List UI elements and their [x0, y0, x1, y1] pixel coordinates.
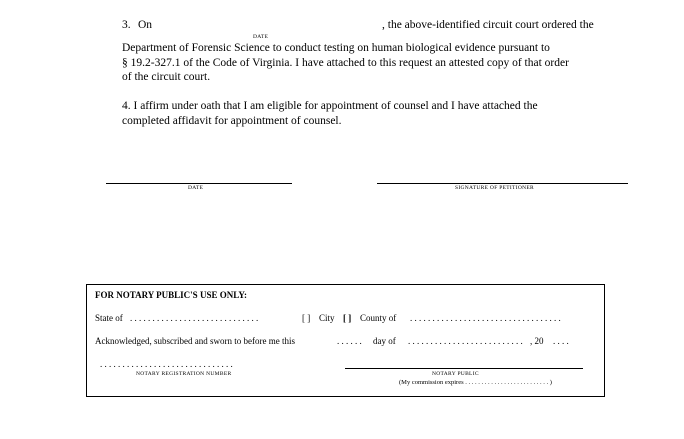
notary-public-label: NOTARY PUBLIC	[432, 371, 479, 377]
city-checkbox[interactable]: [ ]	[302, 313, 311, 323]
date-signature-line[interactable]	[106, 183, 292, 184]
day-of-label: day of	[373, 336, 396, 346]
notary-heading: FOR NOTARY PUBLIC'S USE ONLY:	[95, 290, 248, 300]
para3-date-label: DATE	[253, 34, 269, 40]
year-prefix: , 20	[530, 336, 544, 346]
state-of-label: State of	[95, 313, 123, 323]
para3-number: 3.	[122, 19, 131, 31]
year-field[interactable]: . . . .	[553, 336, 569, 346]
para3-line1-tail: , the above-identified circuit court ordered the	[382, 19, 594, 31]
para4-line2: completed affidavit for appointment of counsel.	[122, 115, 342, 127]
date-signature-label: DATE	[188, 185, 204, 191]
para3-line4: of the circuit court.	[122, 71, 211, 83]
month-field[interactable]: . . . . . . . . . . . . . . . . . . . . . . . . . .	[408, 336, 523, 346]
commission-expires[interactable]: (My commission expires . . . . . . . . . . . . . . . . . . . . . . . . . . )	[399, 379, 552, 386]
petitioner-signature-line[interactable]	[377, 183, 628, 184]
para3-line2: Department of Forensic Science to conduct testing on human biological evidence pursuant to	[122, 42, 550, 54]
registration-number-label: NOTARY REGISTRATION NUMBER	[136, 371, 232, 377]
county-of-label: County of	[360, 313, 397, 323]
notary-public-signature-line[interactable]	[345, 368, 583, 369]
para3-line3: § 19.2-327.1 of the Code of Virginia. I have attached to this request an attested copy of that order	[122, 57, 569, 69]
para4-line1: 4. I affirm under oath that I am eligible for appointment of counsel and I have attached the	[122, 100, 538, 112]
para3-on: On	[138, 19, 153, 31]
county-checkbox[interactable]: [ ]	[343, 313, 352, 323]
day-field[interactable]: . . . . . .	[337, 336, 362, 346]
acknowledged-text: Acknowledged, subscribed and sworn to before me this	[95, 336, 295, 346]
county-field[interactable]: . . . . . . . . . . . . . . . . . . . . . . . . . . . . . . . . . .	[410, 313, 561, 323]
state-field[interactable]: . . . . . . . . . . . . . . . . . . . . . . . . . . . . .	[130, 313, 259, 323]
city-label: City	[319, 313, 335, 323]
petitioner-signature-label: SIGNATURE OF PETITIONER	[455, 185, 535, 191]
registration-number-field[interactable]: . . . . . . . . . . . . . . . . . . . . . . . . . . . . . .	[100, 359, 233, 369]
